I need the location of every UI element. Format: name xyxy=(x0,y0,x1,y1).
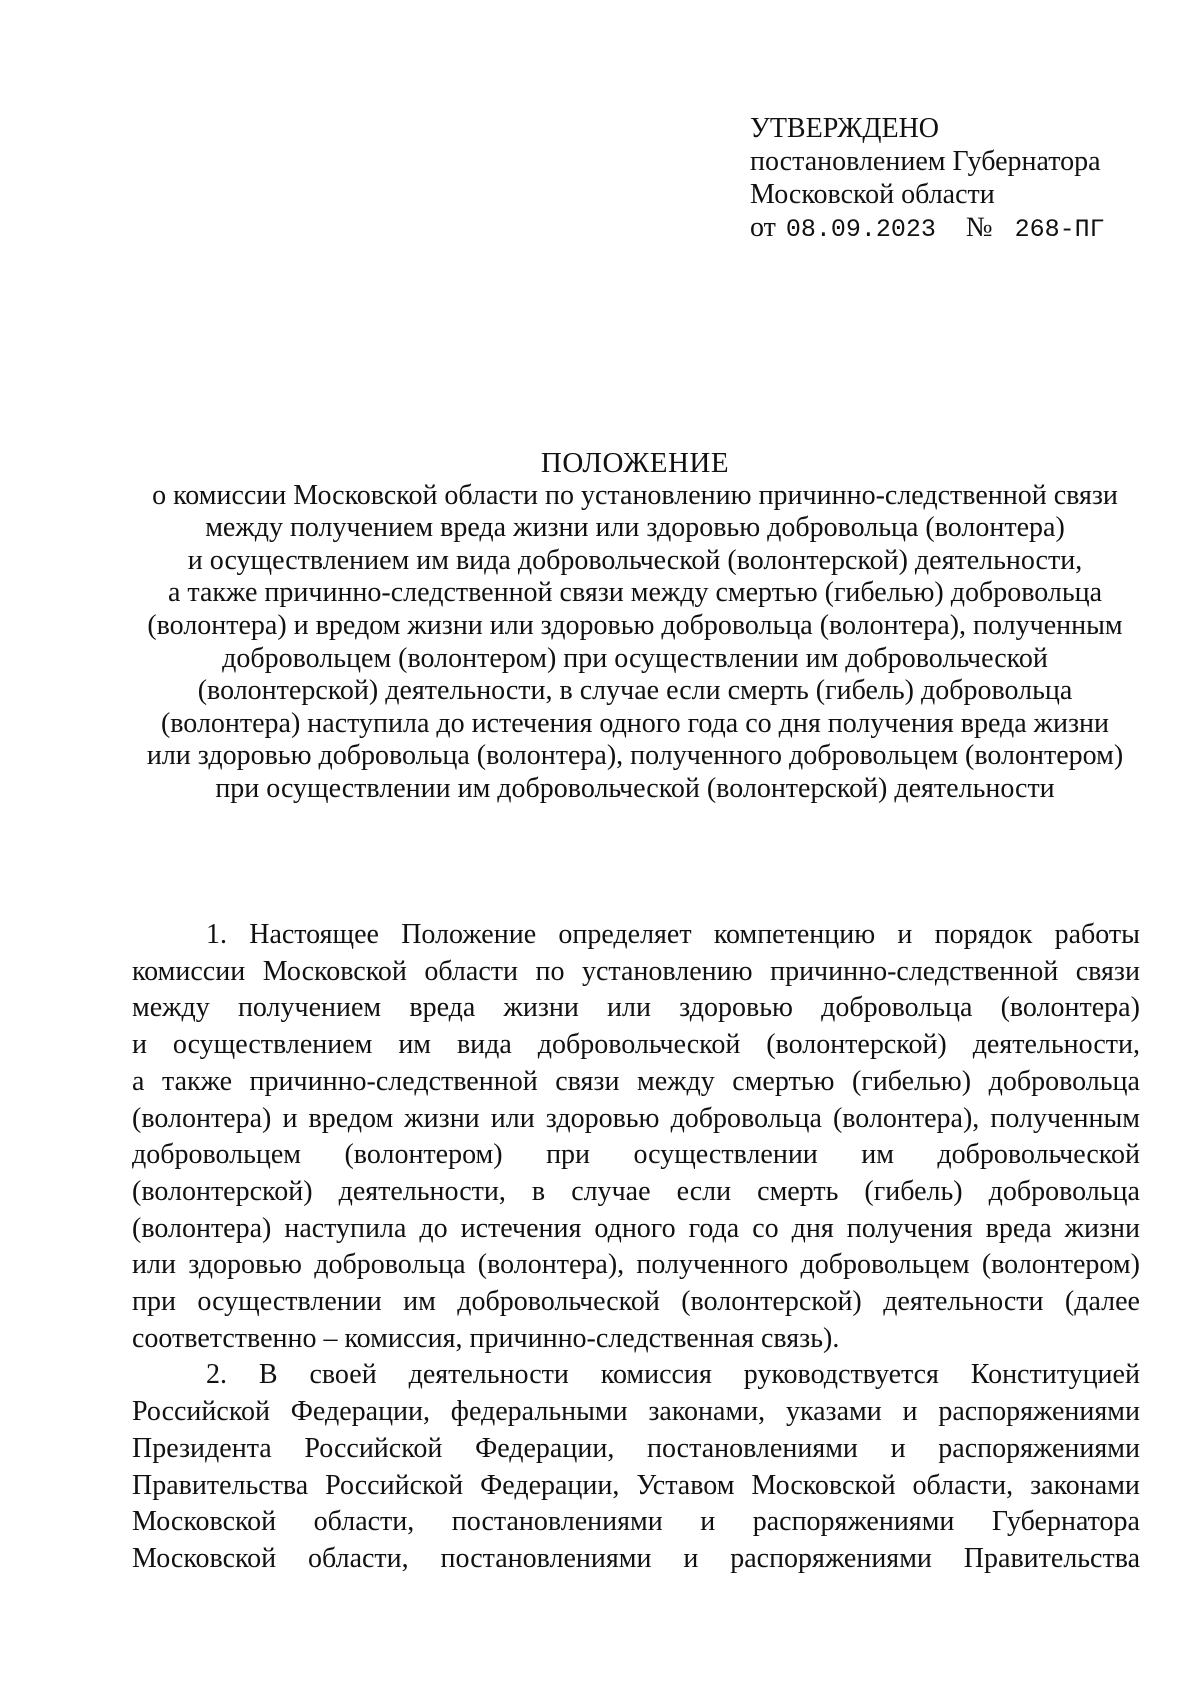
approval-stamp xyxy=(750,112,1150,246)
paragraph-line: комиссии Московской области по установлению причинно-следственной связи xyxy=(132,955,1140,987)
title-line: о комиссии Московской области по установлению причинно-следственной связи xyxy=(152,479,1118,511)
approval-date-line xyxy=(750,211,1150,246)
paragraph-line: Московской области, постановлениями и распоряжениями Губернатора xyxy=(132,1506,1140,1538)
paragraph-line: Президента Российской Федерации, постановлениями и распоряжениями xyxy=(132,1432,1140,1464)
document-body xyxy=(132,917,1140,1578)
paragraph-line: и осуществлением им вида добровольческой (волонтерской) деятельности, xyxy=(132,1029,1140,1061)
title-line: (волонтерской) деятельности, в случае если смерть (гибель) добровольца xyxy=(197,675,1073,707)
title-line: добровольцем (волонтером) при осуществлении им добровольческой xyxy=(222,642,1048,674)
title-line: между получением вреда жизни или здоровью добровольца (волонтера) xyxy=(205,512,1065,544)
paragraph-line: Правительства Российской Федерации, Уставом Московской области, законами xyxy=(132,1469,1140,1501)
paragraph-line: добровольцем (волонтером) при осуществлении им добровольческой xyxy=(132,1139,1140,1171)
paragraph-line: или здоровью добровольца (волонтера), полученного добровольцем (волонтером) xyxy=(132,1249,1140,1281)
paragraph-line: 1. Настоящее Положение определяет компетенцию и порядок работы xyxy=(206,919,1140,950)
title-line: или здоровью добровольца (волонтера), полученного добровольцем (волонтером) xyxy=(146,740,1124,772)
paragraph-line: а также причинно-следственной связи между смертью (гибелью) добровольца xyxy=(132,1065,1140,1097)
approval-date-prefix: от xyxy=(750,212,776,243)
document-title: ПОЛОЖЕНИЕ xyxy=(540,447,730,479)
paragraph-2 xyxy=(132,1357,1140,1577)
paragraph-line: Московской области, постановлениями и распоряжениями Правительства xyxy=(132,1542,1140,1574)
paragraph-line: между получением вреда жизни или здоровью добровольца (волонтера) xyxy=(132,992,1140,1024)
approval-number: 268-ПГ xyxy=(1014,215,1105,244)
paragraph-line: при осуществлении им добровольческой (волонтерской) деятельности (далее xyxy=(132,1286,1140,1318)
approval-heading: УТВЕРЖДЕНО xyxy=(750,113,940,144)
document-title-block xyxy=(110,447,1160,806)
paragraph-line: (волонтера) наступила до истечения одного года со дня получения вреда жизни xyxy=(132,1212,1140,1244)
paragraph-line: 2. В своей деятельности комиссия руководствуется Конституцией xyxy=(206,1359,1140,1391)
title-line: а также причинно-следственной связи между смертью (гибелью) добровольца xyxy=(167,577,1103,609)
paragraph-line: Российской Федерации, федеральными законами, указами и распоряжениями xyxy=(132,1396,1140,1428)
paragraph-line: (волонтерской) деятельности, в случае если смерть (гибель) добровольца xyxy=(132,1175,1140,1207)
approval-region: Московской области xyxy=(750,179,995,210)
title-line: (волонтера) наступила до истечения одного года со дня получения вреда жизни xyxy=(160,707,1110,739)
approval-number-sign: № xyxy=(965,212,993,243)
paragraph-line: соответственно – комиссия, причинно-следственная связь). xyxy=(132,1322,840,1354)
paragraph-line: (волонтера) и вредом жизни или здоровью добровольца (волонтера), полученным xyxy=(132,1102,1140,1134)
title-line: при осуществлении им добровольческой (волонтерской) деятельности xyxy=(215,772,1055,804)
title-line: и осуществлением им вида добровольческой (волонтерской) деятельности, xyxy=(187,544,1083,576)
approval-date: 08.09.2023 xyxy=(785,215,936,244)
paragraph-1 xyxy=(132,917,1140,1357)
title-line: (волонтера) и вредом жизни или здоровью добровольца (волонтера), полученным xyxy=(147,609,1123,641)
approval-by: постановлением Губернатора xyxy=(750,146,1101,177)
